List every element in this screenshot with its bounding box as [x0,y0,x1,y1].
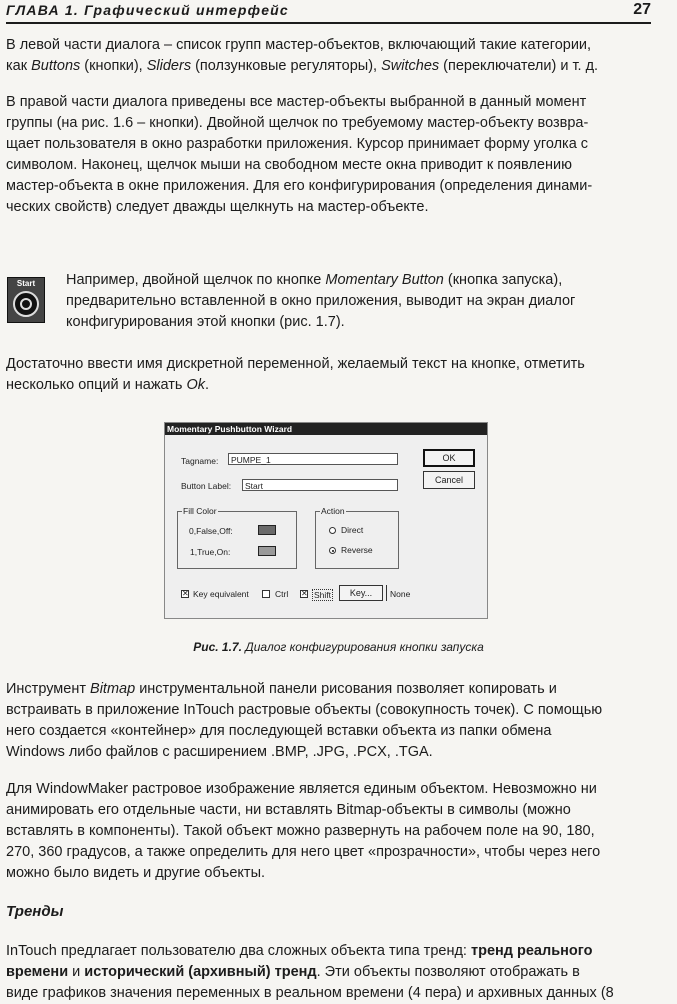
text-span: как [6,58,32,74]
text-line [6,962,649,983]
ok-button[interactable]: OK [423,449,475,467]
text-line: ческих свойств) следует дважды щелкнуть на мастер-объекте. [6,199,429,215]
reverse-label: Reverse [341,545,373,555]
text-line [6,56,649,77]
start-button-icon [7,277,45,323]
paragraph-enter-name [6,354,649,396]
text-line: группы (на рис. 1.6 – кнопки). Двойной щелчок по требуемому мастер-объекту возвра- [6,115,589,131]
text-line: мастер-объекта в окне приложения. Для его конфигурирования (определения динами- [6,178,593,194]
key-button[interactable]: Key... [339,585,383,601]
momentary-pushbutton-wizard-dialog [164,422,488,619]
ctrl-checkbox[interactable] [262,590,270,598]
paragraph-master-groups [6,35,649,77]
page-number: 27 [633,1,651,18]
start-icon-label: Start [16,279,36,288]
paragraph-right-panel [6,92,649,218]
text-line: 270, 360 градусов, а также определить для него цвет «прозрачности», чтобы через него [6,844,601,860]
text-span: (кнопка запуска), [443,272,563,288]
fill-color-title: Fill Color [183,506,217,516]
button-label-label: Button Label: [181,481,232,491]
text-span: (ползунковые регуляторы), [191,58,382,74]
text-span: InTouch предлагает пользователю два сложных объекта типа тренд: [6,943,471,959]
text-span: Например, двойной щелчок по кнопке [66,272,326,288]
key-equivalent-checkbox[interactable]: ✕ [182,589,189,598]
text-line [6,941,649,962]
term-momentary-button: Momentary Button [325,272,444,288]
text-line: вставлять в компоненты). Такой объект можно развернуть на рабочем поле на 90, 180, [6,823,595,839]
none-label: None [390,589,411,599]
text-line: Для WindowMaker растровое изображение является единым объектом. Невозможно ни [6,781,597,797]
key-equivalent-label: Key equivalent [193,589,249,599]
action-group [315,506,399,569]
text-line: В левой части диалога – список групп мастер-объектов, включающий такие категории, [6,37,592,53]
tagname-label: Tagname: [181,456,219,466]
reverse-radio[interactable] [329,547,336,554]
text-line: Достаточно ввести имя дискретной переменной, желаемый текст на кнопке, отметить [6,356,585,372]
text-line: можно было видеть и другие объекты. [6,865,266,881]
text-line: В правой части диалога приведены все мастер-объекты выбранной в данный момент [6,94,587,110]
text-line: предварительно вставленной в окно приложения, выводит на экран диалог [66,293,576,309]
paragraph-momentary-button [66,270,649,333]
text-line: щает пользователя в окно разработки приложения. Курсор принимает форму уголка с [6,136,589,152]
term-sliders: Sliders [146,58,192,74]
off-color-swatch[interactable] [258,525,276,535]
text-span: . [205,377,210,393]
text-line: встраивать в приложение InTouch растровые объекты (совокупность точек). С помощью [6,702,603,718]
term-bitmap: Bitmap [90,681,136,697]
text-span: несколько опций и нажать [6,377,187,393]
term-historical-trend: исторический (архивный) тренд [84,964,317,980]
term-ok: Ok [186,377,206,393]
paragraph-trends [6,941,649,1004]
text-line: виде графиков значения переменных в реальном времени (4 пера) и архивных данных (8 [6,985,614,1001]
action-title: Action [321,506,345,516]
term-buttons: Buttons [31,58,81,74]
dialog-title: Momentary Pushbutton Wizard [165,423,487,435]
figure-number: Рис. 1.7. [193,640,242,654]
direct-label: Direct [341,525,364,535]
shift-checkbox[interactable]: ✕ [301,589,308,598]
term-realtime: времени [6,964,69,980]
text-span: и [68,964,85,980]
text-line [6,679,649,700]
term-switches: Switches [381,58,440,74]
tagname-field[interactable]: PUMPE_1 [228,453,398,465]
direct-radio[interactable] [329,527,336,534]
text-line [6,375,649,396]
text-line: Windows либо файлов с расширением .BMP, .JPG, .PCX, .TGA. [6,744,433,760]
text-span: Инструмент [6,681,91,697]
button-label-field[interactable]: Start [242,479,398,491]
ring-icon [13,291,39,317]
text-line [66,270,649,291]
section-heading-trends: Тренды [6,903,64,920]
text-span: (переключатели) и т. д. [439,58,599,74]
text-span: (кнопки), [80,58,147,74]
shift-label: Shift [314,590,332,600]
ctrl-label: Ctrl [275,589,289,599]
fill-color-group [177,506,297,569]
chapter-title: ГЛАВА 1. Графический интерфейс [6,2,289,18]
term-realtime-trend: тренд реального [470,943,593,959]
paragraph-bitmap-tool [6,679,649,763]
text-line: символом. Наконец, щелчок мыши на свободном месте окна приводит к появлению [6,157,572,173]
paragraph-windowmaker-raster [6,779,649,884]
fill-on-label: 1,True,On: [190,547,231,557]
text-line: него создается «контейнер» для последующей вставки объекта из папки обмена [6,723,552,739]
text-span: . Эти объекты позволяют отображать в [316,964,580,980]
separator [386,585,387,601]
caption-text: Диалог конфигурирования кнопки запуска [241,640,484,654]
text-line: анимировать его отдельные части, ни вставлять Bitmap-объекты в символы (можно [6,802,571,818]
text-span: инструментальной панели рисования позволяет копировать и [135,681,557,697]
page-header [6,0,651,24]
on-color-swatch[interactable] [258,546,276,556]
text-line: конфигурирования этой кнопки (рис. 1.7). [66,314,345,330]
fill-off-label: 0,False,Off: [189,526,233,536]
cancel-button[interactable]: Cancel [423,471,475,489]
figure-caption [0,640,677,654]
